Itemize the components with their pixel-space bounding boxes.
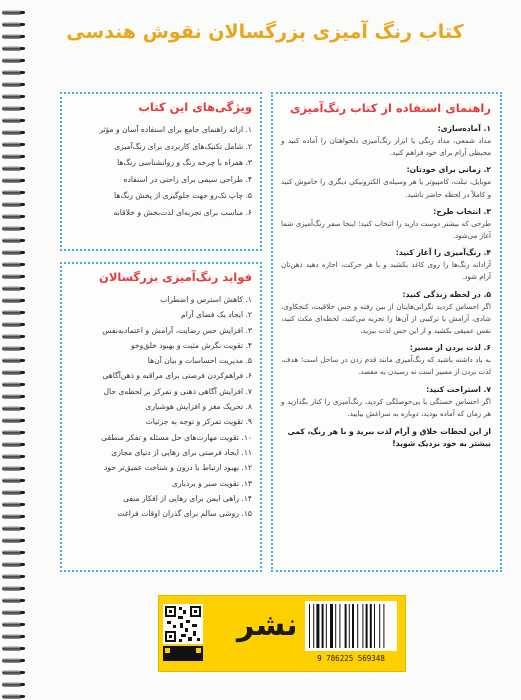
guide-step-title: ۶. لذت بردن از مسیر:	[409, 343, 491, 353]
list-item: ۳. افزایش حس رضایت، آرامش و اعتمادبه‌نفس	[102, 325, 252, 335]
barcode-icon	[305, 601, 397, 651]
spiral-coil	[2, 346, 22, 351]
spiral-coil	[2, 610, 22, 615]
publisher-footer	[158, 595, 406, 672]
spiral-coil	[2, 586, 22, 591]
spiral-coil	[2, 514, 22, 519]
guide-step-body: موبایل، تبلت، کامپیوتر یا هر وسیله‌ی الکترونیکی دیگری را خاموش کنید و کاملاً در لحظه حاضر باشید.	[281, 177, 491, 199]
spiral-coil	[2, 634, 22, 639]
spiral-coil	[2, 238, 22, 243]
spiral-coil	[2, 430, 22, 435]
list-item: ۸. تحریک مغز و افزایش هوشیاری	[145, 402, 252, 412]
publisher-logo: نشر	[237, 608, 298, 643]
list-item: ۲. ایجاد یک فضای آرام	[181, 310, 252, 320]
spiral-coil	[2, 34, 22, 39]
spiral-coil	[2, 130, 22, 135]
spiral-coil	[2, 406, 22, 411]
spiral-coil	[2, 394, 22, 399]
spiral-coil	[2, 226, 22, 231]
list-item: ۳. همراه با چرخه رنگ و روانشناسی رنگ‌ها	[117, 158, 252, 168]
spiral-coil	[2, 142, 22, 147]
guide-step	[281, 342, 491, 378]
guide-footer-note: از این لحظات خلاق و آرام لذت ببرید و با هر رنگ، کمی بیشتر به خود نزدیک شوید!	[287, 427, 491, 449]
spiral-coil	[2, 598, 22, 603]
spiral-coil	[2, 154, 22, 159]
list-item: ۱۳. تقویت صبر و بردباری	[171, 478, 252, 488]
isbn-number: 9 786225 569348	[317, 654, 385, 663]
spiral-coil	[2, 310, 22, 315]
guide-step	[281, 384, 491, 420]
guide-step	[281, 206, 491, 242]
guide-step-body: اگر احساس کردید نگرانی‌هایتان از بین رفته و حس خلاقیت، کنجکاوی، شادی، آرامش یا ترکیبی از آن‌ها را تجربه می‌کنید، لحظه‌ای مکث کنید، نفس عمیقی بکشید و از این حس لذت ببرید.	[281, 301, 491, 336]
guide-step-title: ۷. استراحت کنید:	[426, 384, 491, 394]
spiral-coil	[2, 334, 22, 339]
spiral-coil	[2, 118, 22, 123]
spiral-coil	[2, 574, 22, 579]
guide-step-body: مداد شمعی، مداد رنگی یا ابزار رنگ‌آمیزی دلخواهتان را آماده کنید و محیطی آرام برای خود فراهم کنید.	[281, 136, 491, 158]
spiral-coil	[2, 694, 22, 699]
list-item: ۱۱. ایجاد فرصتی برای رهایی از دنیای مجازی	[111, 447, 252, 457]
spiral-coil	[2, 466, 22, 471]
guide-step-title: ۵. در لحظه زندگی کنید:	[402, 289, 491, 299]
page-title: کتاب رنگ آمیزی بزرگسالان نقوش هندسی	[66, 21, 464, 43]
features-box	[60, 92, 262, 251]
guide-step-body: اگر احساس خستگی یا بی‌حوصلگی کردید، رنگ‌آمیزی را کنار بگذارید و هر زمان که آماده بودید، دوباره به سراغش بیایید.	[281, 396, 491, 418]
list-item: ۷. افزایش آگاهی ذهنی و تمرکز بر لحظه‌ی حال	[103, 386, 252, 396]
guide-step	[281, 247, 491, 283]
guide-step-body: آزادانه رنگ‌ها را روی کاغذ بکشید و با هر حرکت، اجازه دهید ذهن‌تان آرام شود.	[281, 260, 491, 282]
guide-step-title: ۱. آماده‌سازی:	[437, 124, 491, 133]
spiral-coil	[2, 622, 22, 627]
spiral-coil	[2, 550, 22, 555]
spiral-coil	[2, 82, 22, 87]
guide-step-title: ۴. رنگ‌آمیزی را آغاز کنید:	[395, 248, 491, 258]
features-heading: ویژگی‌های این کتاب	[138, 100, 252, 114]
spiral-coil	[2, 202, 22, 207]
spiral-coil	[2, 370, 22, 375]
spiral-coil	[2, 670, 22, 675]
spiral-coil	[2, 262, 22, 267]
spiral-coil	[2, 94, 22, 99]
spiral-coil	[2, 682, 22, 687]
spiral-coil	[2, 106, 22, 111]
spiral-coil	[2, 10, 22, 15]
list-item: ۹. تقویت تمرکز و توجه به جزئیات	[145, 417, 252, 427]
spiral-coil	[2, 502, 22, 507]
usage-guide-box	[271, 92, 502, 572]
spiral-coil	[2, 46, 22, 51]
list-item: ۵. چاپ تک‌رو جهت جلوگیری از پخش رنگ‌ها	[114, 191, 252, 201]
qr-code-icon	[163, 604, 203, 662]
list-item: ۱۰. تقویت مهارت‌های حل مسئله و تفکر منطقی	[101, 432, 252, 442]
guide-step-body: به یاد داشته باشید که رنگ‌آمیزی مانند قدم زدن در ساحل است؛ هدف، لذت بردن از مسیر است نه رسیدن به مقصد.	[281, 355, 491, 377]
spiral-coil	[2, 526, 22, 531]
spiral-coil	[2, 70, 22, 75]
spiral-coil	[2, 454, 22, 459]
guide-step-title: ۳. انتخاب طرح:	[433, 206, 491, 216]
spiral-coil	[2, 490, 22, 495]
spiral-coil	[2, 274, 22, 279]
spiral-coil	[2, 418, 22, 423]
list-item: ۱۲. بهبود ارتباط با درون و شناخت عمیق‌تر خود	[104, 463, 252, 473]
spiral-coil	[2, 190, 22, 195]
list-item: ۶. مناسب برای تجربه‌ای لذت‌بخش و خلاقانه	[113, 207, 252, 217]
spiral-coil	[2, 166, 22, 171]
list-item: ۱. کاهش استرس و اضطراب	[160, 295, 252, 304]
spiral-coil	[2, 646, 22, 651]
guide-step-title: ۲. زمانی برای خودتان:	[406, 165, 491, 175]
list-item: ۱۴. راهی ایمن برای رهایی از افکار منفی	[123, 493, 252, 503]
benefits-heading: فواید رنگ‌آمیزی بزرگسالان	[99, 270, 252, 284]
spiral-coil	[2, 442, 22, 447]
list-item: ۴. طراحی سیمی برای راحتی در استفاده	[123, 174, 252, 184]
spiral-coil	[2, 22, 22, 27]
spiral-coil	[2, 178, 22, 183]
guide-step	[281, 164, 491, 200]
list-item: ۶. فراهم‌کردن فرصتی برای مراقبه و ذهن‌آگاهی	[102, 371, 252, 381]
spiral-coil	[2, 214, 22, 219]
spiral-coil	[2, 358, 22, 363]
spiral-coil	[2, 250, 22, 255]
guide-heading: راهنمای استفاده از کتاب رنگ‌آمیزی	[289, 101, 491, 115]
spiral-coil	[2, 322, 22, 327]
guide-step	[281, 123, 491, 159]
list-item: ۵. مدیریت احساسات و بیان آن‌ها	[147, 356, 252, 366]
spiral-coil	[2, 58, 22, 63]
list-item: ۱۵. روشی سالم برای گذران اوقات فراغت	[117, 509, 252, 519]
spiral-coil	[2, 286, 22, 291]
spiral-coil	[2, 382, 22, 387]
spiral-coil	[2, 562, 22, 567]
spiral-binding	[0, 0, 24, 700]
list-item: ۲. شامل تکنیک‌های کاربردی برای رنگ‌آمیزی	[114, 141, 252, 151]
list-item: ۴. تقویت نگرش مثبت و بهبود خلق‌وخو	[130, 340, 252, 350]
benefits-box	[60, 262, 262, 572]
list-item: ۱. ارائه راهنمای جامع برای استفاده آسان و مؤثر	[99, 125, 252, 134]
spiral-coil	[2, 658, 22, 663]
guide-step-body: طرحی که بیشتر دوست دارید را انتخاب کنید؛ اینجا سفر رنگ‌آمیزی شما آغاز می‌شود.	[281, 218, 491, 241]
spiral-coil	[2, 298, 22, 303]
spiral-coil	[2, 478, 22, 483]
spiral-coil	[2, 538, 22, 543]
guide-step	[281, 289, 491, 338]
